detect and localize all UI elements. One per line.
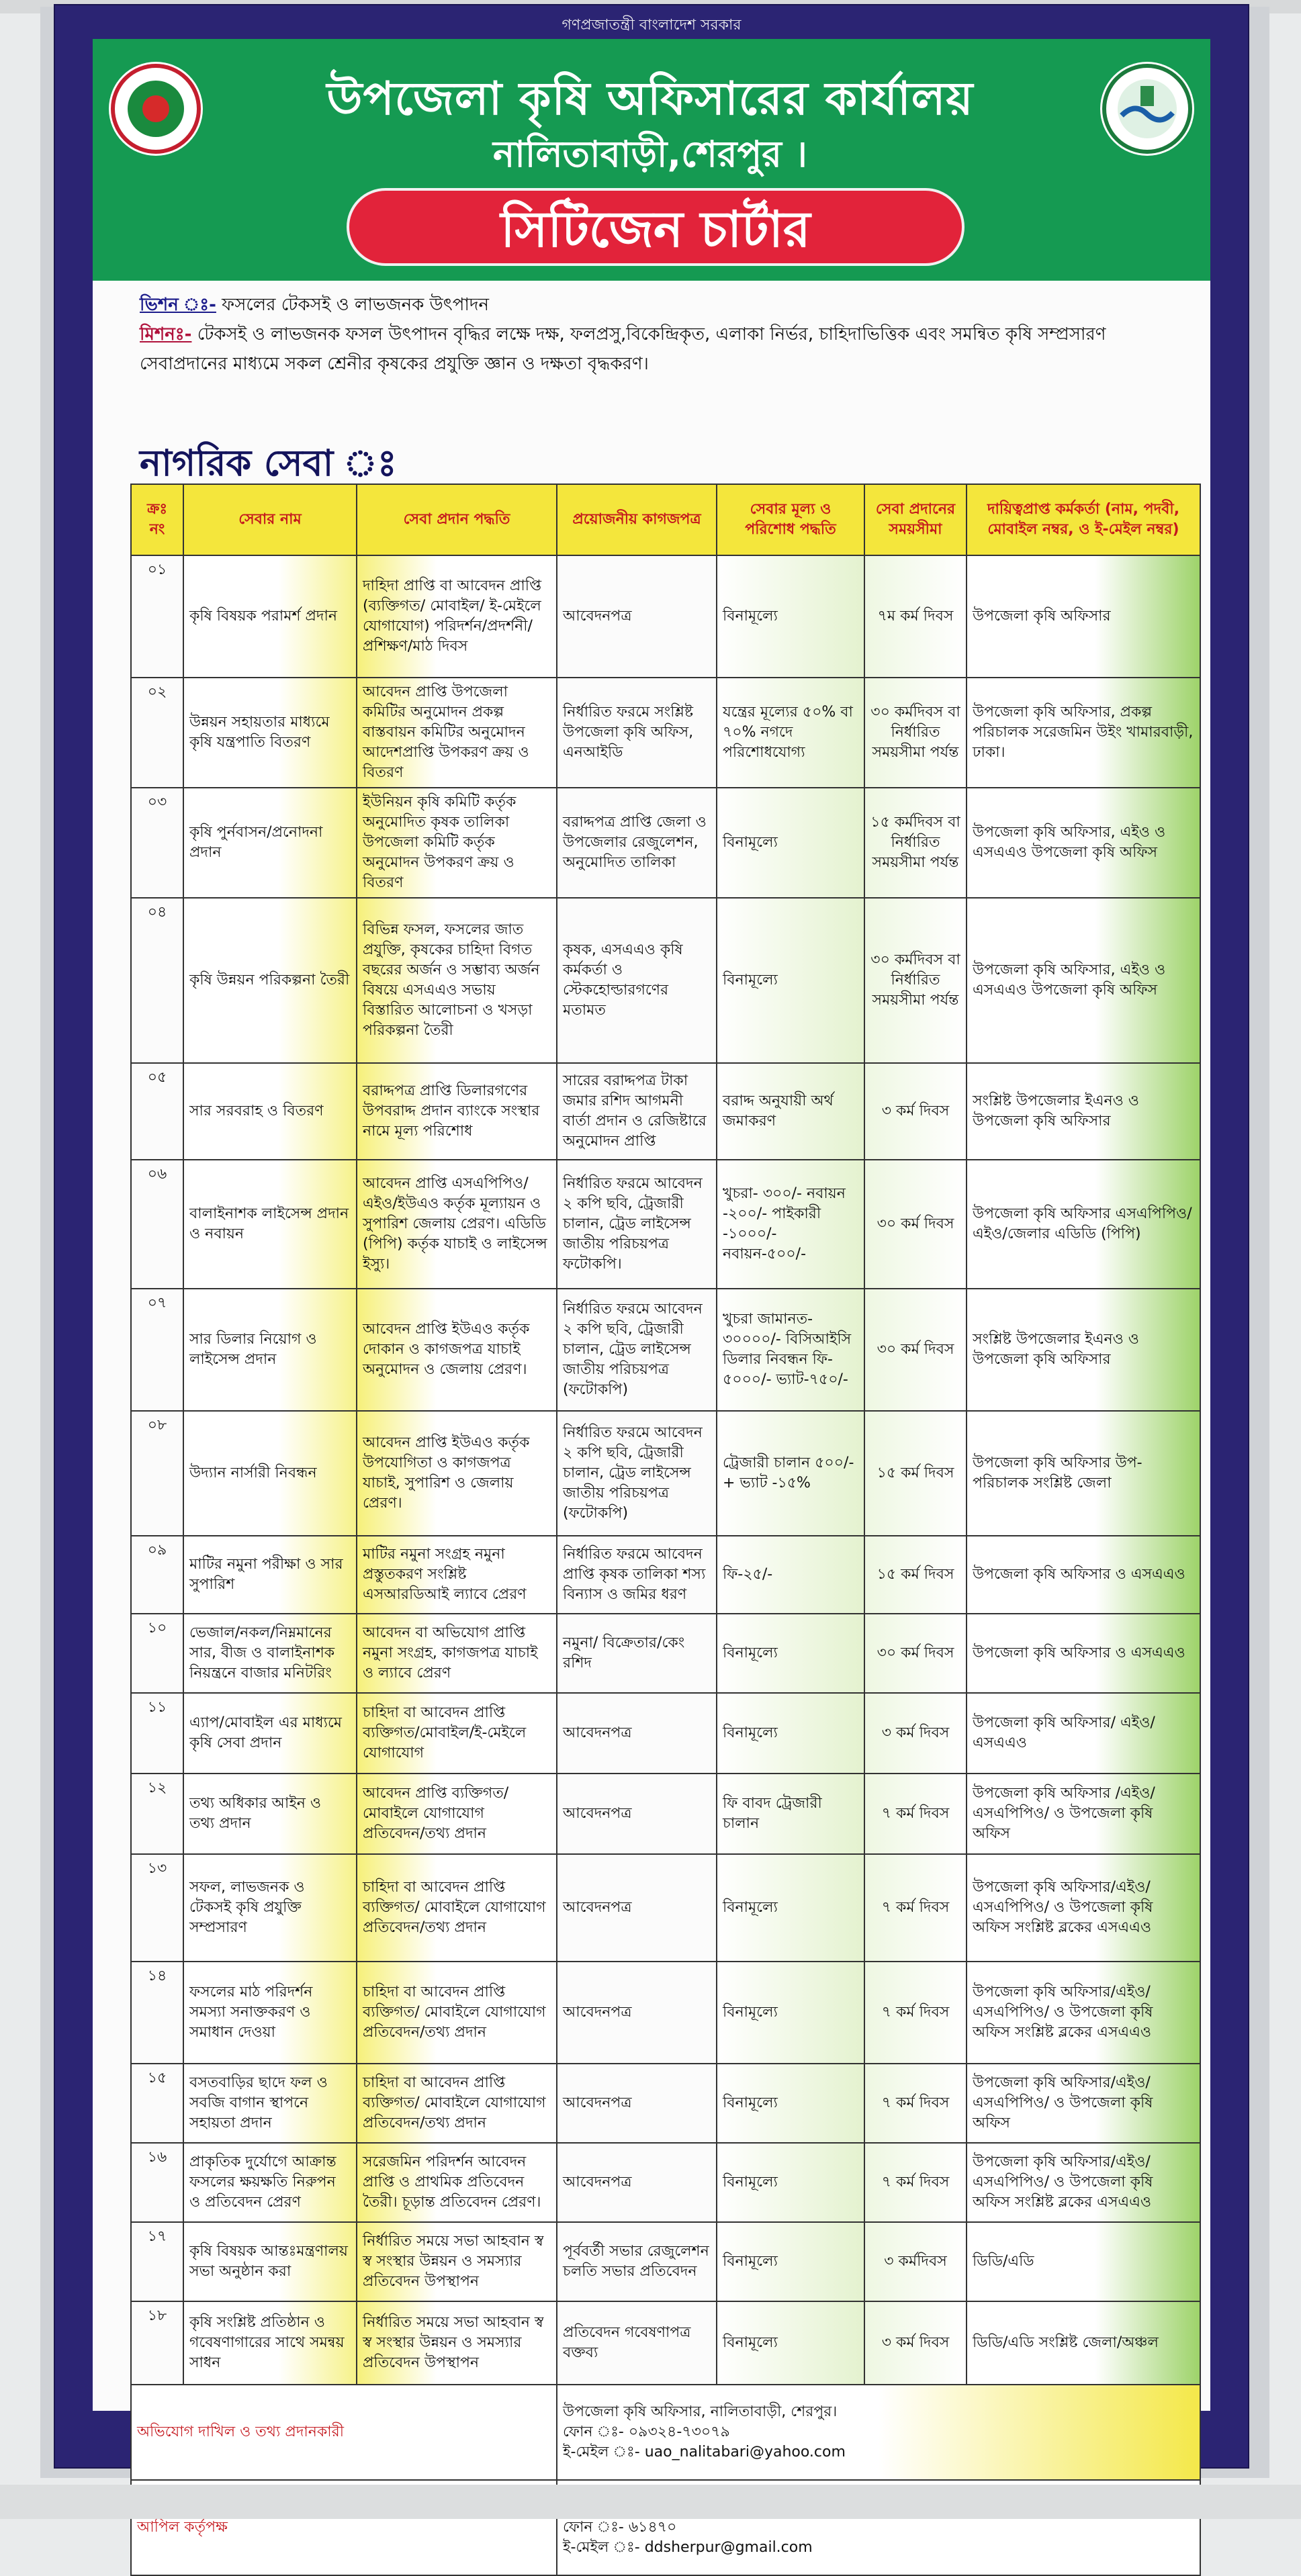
cell-name: মাটির নমুনা পরীক্ষা ও সার সুপারিশ [183, 1536, 357, 1614]
cell-method: আবেদন প্রাপ্তি ইউএও কর্তৃক উপযোগিতা ও কাগজপত্র যাচাই, সুপারিশ ও জেলায় প্রেরণ। [357, 1411, 557, 1536]
cell-sl: ১০ [131, 1614, 183, 1693]
cell-sl: ০৮ [131, 1411, 183, 1536]
cell-name: সফল, লাভজনক ও টেকসই কৃষি প্রযুক্তি সম্প্রসারণ [183, 1854, 357, 1962]
cell-officer: উপজেলা কৃষি অফিসার /এইও/ এসএপিপিও/ ও উপজেলা কৃষি অফিস [967, 1774, 1200, 1854]
cell-time: ৭ কর্ম দিবস [864, 1774, 967, 1854]
cell-docs: বরাদ্দপত্র প্রাপ্তি জেলা ও উপজেলার রেজুলেশন, অনুমোদিত তালিকা [557, 788, 717, 898]
cell-name: কৃষি উন্নয়ন পরিকল্পনা তৈরী [183, 898, 357, 1063]
cell-officer: উপজেলা কৃষি অফিসার/এইও/ এসএপিপিও/ ও উপজেলা কৃষি অফিস [967, 2064, 1200, 2143]
table-row [131, 678, 1200, 788]
col-header-method: সেবা প্রদান পদ্ধতি [357, 484, 557, 555]
table-row [131, 2064, 1200, 2143]
cell-name: উদ্যান নার্সারী নিবন্ধন [183, 1411, 357, 1536]
cell-name: তথ্য অধিকার আইন ও তথ্য প্রদান [183, 1774, 357, 1854]
cell-fee: খুচরা জামানত- ৩০০০০/- বিসিআইসি ডিলার নিবন্ধন ফি- ৫০০০/- ভ্যাট-৭৫০/- [717, 1289, 864, 1411]
cell-sl: ১৮ [131, 2301, 183, 2385]
table-header-row [131, 484, 1200, 555]
col-header-fee: সেবার মূল্য ও পরিশোধ পদ্ধতি [717, 484, 864, 555]
table-row [131, 1693, 1200, 1774]
cell-method: চাহিদা বা আবেদন প্রাপ্তি ব্যক্তিগত/মোবাইল/ই-মেইলে যোগাযোগ [357, 1693, 557, 1774]
cell-name: এ্যাপ/মোবাইল এর মাধ্যমে কৃষি সেবা প্রদান [183, 1693, 357, 1774]
cell-docs: নির্ধারিত ফরমে আবেদন প্রাপ্তি কৃষক তালিকা শস্য বিন্যাস ও জমির ধরণ [557, 1536, 717, 1614]
complaint-row [131, 2385, 1200, 2480]
cell-time: ৭ কর্ম দিবস [864, 1962, 967, 2064]
cell-officer: উপজেলা কৃষি অফিসার/ এইও/এসএএও [967, 1693, 1200, 1774]
header-panel [93, 39, 1210, 281]
cell-method: চাহিদা বা আবেদন প্রাপ্তি ব্যক্তিগত/ মোবাইলে যোগাযোগ প্রতিবেদন/তথ্য প্রদান [357, 1962, 557, 2064]
table-row [131, 1962, 1200, 2064]
cell-docs: নির্ধারিত ফরমে আবেদন ২ কপি ছবি, ট্রেজারী চালান, ট্রেড লাইসেন্স জাতীয় পরিচয়পত্র (ফটোকপি) [557, 1411, 717, 1536]
cell-method: চাহিদা বা আবেদন প্রাপ্তি ব্যক্তিগত/ মোবাইলে যোগাযোগ প্রতিবেদন/তথ্য প্রদান [357, 2064, 557, 2143]
vision-text: ফসলের টেকসই ও লাভজনক উৎপাদন [216, 295, 490, 315]
cell-docs: আবেদনপত্র [557, 1693, 717, 1774]
cell-docs: সারের বরাদ্দপত্র টাকা জমার রশিদ আগমনী বার্তা প্রদান ও রেজিষ্টারে অনুমোদন প্রাপ্তি [557, 1063, 717, 1160]
cell-docs: আবেদনপত্র [557, 1962, 717, 2064]
cell-method: বরাদ্দপত্র প্রাপ্তি ডিলারগণের উপবরাদ্দ প্রদান ব্যাংকে সংস্থার নামে মূল্য পরিশোধ [357, 1063, 557, 1160]
cell-sl: ০১ [131, 555, 183, 678]
wall-bottom [0, 2485, 1301, 2519]
cell-name: কৃষি বিষয়ক আন্তঃমন্ত্রণালয় সভা অনুষ্ঠান করা [183, 2222, 357, 2301]
cell-officer: উপজেলা কৃষি অফিসার [967, 555, 1200, 678]
cell-method: আবেদন প্রাপ্তি ব্যক্তিগত/ মোবাইলে যোগাযোগ প্রতিবেদন/তথ্য প্রদান [357, 1774, 557, 1854]
dae-logo-icon [1100, 62, 1194, 156]
cell-time: ১৫ কর্ম দিবস [864, 1536, 967, 1614]
cell-fee: ট্রেজারী চালান ৫০০/- + ভ্যাট -১৫% [717, 1411, 864, 1536]
table-row [131, 1289, 1200, 1411]
cell-method: ইউনিয়ন কৃষি কমিটি কর্তৃক অনুমোদিত কৃষক তালিকা উপজেলা কমিটি কর্তৃক অনুমোদন উপকরণ ক্রয় ও বিতরণ [357, 788, 557, 898]
cell-docs: নমুনা/ বিক্রেতার/কেং রশিদ [557, 1614, 717, 1693]
complaint-contact [557, 2385, 1200, 2480]
cell-name: সার ডিলার নিয়োগ ও লাইসেন্স প্রদান [183, 1289, 357, 1411]
complaint-phone: ফোন ঃ- ০৯৩২৪-৭৩০৭৯ [563, 2424, 730, 2440]
cell-method: দাহিদা প্রাপ্তি বা আবেদন প্রাপ্তি (ব্যক্তিগত/ মোবাইল/ ই-মেইলে যোগাযোগ) পরিদর্শন/প্রদর্শনী/প্রশিক্ষণ/মাঠ দিবস [357, 555, 557, 678]
table-row [131, 555, 1200, 678]
cell-method: চাহিদা বা আবেদন প্রাপ্তি ব্যক্তিগত/ মোবাইলে যোগাযোগ প্রতিবেদন/তথ্য প্রদান [357, 1854, 557, 1962]
cell-sl: ০৪ [131, 898, 183, 1063]
table-row [131, 2222, 1200, 2301]
cell-time: ৩ কর্ম দিবস [864, 1693, 967, 1774]
banner-frame [54, 4, 1249, 2556]
cell-sl: ০৭ [131, 1289, 183, 1411]
table-row [131, 2143, 1200, 2222]
cell-fee: বিনামূল্যে [717, 2301, 864, 2385]
cell-officer: ডিডি/এডি সংশ্লিষ্ট জেলা/অঞ্চল [967, 2301, 1200, 2385]
charter-sheet [93, 39, 1210, 2556]
cell-name: কৃষি বিষয়ক পরামর্শ প্রদান [183, 555, 357, 678]
cell-fee: বিনামূল্যে [717, 1693, 864, 1774]
cell-fee: বরাদ্দ অনুযায়ী অর্থ জমাকরণ [717, 1063, 864, 1160]
table-row [131, 1160, 1200, 1289]
col-header-officer: দায়িত্বপ্রাপ্ত কর্মকর্তা (নাম, পদবী, মোবাইল নম্বর, ও ই-মেইল নম্বর) [967, 484, 1200, 555]
cell-sl: ০৯ [131, 1536, 183, 1614]
cell-sl: ০২ [131, 678, 183, 788]
cell-docs: পূর্ববর্তী সভার রেজুলেশন চলতি সভার প্রতিবেদন [557, 2222, 717, 2301]
cell-method: আবেদন প্রাপ্তি এসএপিপিও/এইও/ইউএও কর্তৃক মূল্যায়ন ও সুপারিশ জেলায় প্রেরণ। এডিডি (পিপি) কর্তৃক যাচাই ও লাইসেন্স ইস্যু। [357, 1160, 557, 1289]
appeal-label: আপিল কর্তৃপক্ষ [131, 2480, 557, 2575]
cell-time: ৩০ কর্মদিবস বা নির্ধারিত সময়সীমা পর্যন্ত [864, 678, 967, 788]
cell-docs: নির্ধারিত ফরমে আবেদন ২ কপি ছবি, ট্রেজারী চালান, ট্রেড লাইসেন্স জাতীয় পরিচয়পত্র ফটোকপি। [557, 1160, 717, 1289]
cell-sl: ১২ [131, 1774, 183, 1854]
cell-officer: উপজেলা কৃষি অফিসার, এইও ও এসএএও উপজেলা কৃষি অফিস [967, 788, 1200, 898]
table-row [131, 1854, 1200, 1962]
cell-fee: যন্ত্রের মূল্যের ৫০% বা ৭০% নগদে পরিশোধযোগ্য [717, 678, 864, 788]
cell-method: নির্ধারিত সময়ে সভা আহবান স্ব স্ব সংস্থার উন্নয়ন ও সমস্যার প্রতিবেদন উপস্থাপন [357, 2301, 557, 2385]
cell-fee: বিনামূল্যে [717, 1614, 864, 1693]
citizen-services-heading: নাগরিক সেবা ঃ [140, 442, 397, 484]
cell-time: ৩০ কর্ম দিবস [864, 1160, 967, 1289]
cell-time: ৩০ কর্ম দিবস [864, 1614, 967, 1693]
cell-sl: ০৫ [131, 1063, 183, 1160]
cell-method: নির্ধারিত সময়ে সভা আহবান স্ব স্ব সংস্থার উন্নয়ন ও সমস্যার প্রতিবেদন উপস্থাপন [357, 2222, 557, 2301]
table-row [131, 2301, 1200, 2385]
cell-sl: ১৭ [131, 2222, 183, 2301]
cell-fee: ফি-২৫/- [717, 1536, 864, 1614]
cell-sl: ০৩ [131, 788, 183, 898]
cell-time: ৩০ কর্ম দিবস [864, 1289, 967, 1411]
cell-method: সরেজমিন পরিদর্শন আবেদন প্রাপ্তি ও প্রাথমিক প্রতিবেদন তৈরী। চূড়ান্ত প্রতিবেদন প্রেরণ। [357, 2143, 557, 2222]
mission-line [140, 320, 1187, 379]
cell-name: প্রাকৃতিক দুর্যোগে আক্রান্ত ফসলের ক্ষয়ক্ষতি নিরুপন ও প্রতিবেদন প্রেরণ [183, 2143, 357, 2222]
cell-officer: উপজেলা কৃষি অফিসার এসএপিপিও/এইও/জেলার এডিডি (পিপি) [967, 1160, 1200, 1289]
services-table-footer [131, 2385, 1200, 2575]
table-row [131, 898, 1200, 1063]
cell-time: ৩০ কর্মদিবস বা নির্ধারিত সময়সীমা পর্যন্ত [864, 898, 967, 1063]
appeal-email: ই-মেইল ঃ- ddsherpur@gmail.com [563, 2539, 813, 2556]
services-table [130, 484, 1201, 2576]
complaint-label: অভিযোগ দাখিল ও তথ্য প্রদানকারী [131, 2385, 557, 2480]
cell-docs: প্রতিবেদন গবেষণাপত্র বক্তব্য [557, 2301, 717, 2385]
vision-line [140, 290, 1187, 320]
cell-time: ৭ কর্ম দিবস [864, 2143, 967, 2222]
cell-time: ৩ কর্ম দিবস [864, 1063, 967, 1160]
complaint-office: উপজেলা কৃষি অফিসার, নালিতাবাড়ী, শেরপুর। [563, 2403, 838, 2420]
cell-time: ৭ম কর্ম দিবস [864, 555, 967, 678]
cell-sl: ০৬ [131, 1160, 183, 1289]
office-title: উপজেলা কৃষি অফিসারের কার্যালয় [326, 73, 974, 126]
cell-officer: উপজেলা কৃষি অফিসার, এইও ও এসএএও উপজেলা কৃষি অফিস [967, 898, 1200, 1063]
cell-docs: আবেদনপত্র [557, 555, 717, 678]
cell-fee: বিনামূল্যে [717, 2222, 864, 2301]
cell-time: ৭ কর্ম দিবস [864, 2064, 967, 2143]
services-table-body [131, 555, 1200, 2385]
cell-name: সার সরবরাহ ও বিতরণ [183, 1063, 357, 1160]
cell-time: ৩ কর্মদিবস [864, 2222, 967, 2301]
table-row [131, 1536, 1200, 1614]
cell-method: বিভিন্ন ফসল, ফসলের জাত প্রযুক্তি, কৃষকের চাহিদা বিগত বছরের অর্জন ও সম্ভাব্য অর্জন বিষয়ে এসএএও সভায় বিস্তারিত আলোচনা ও খসড়া পরিকল্পনা তৈরী [357, 898, 557, 1063]
cell-docs: কৃষক, এসএএও কৃষি কর্মকর্তা ও স্টেকহোল্ডারগণের মতামত [557, 898, 717, 1063]
cell-time: ৩ কর্ম দিবস [864, 2301, 967, 2385]
cell-fee: বিনামূল্যে [717, 788, 864, 898]
cell-fee: বিনামূল্যে [717, 555, 864, 678]
col-header-docs: প্রয়োজনীয় কাগজপত্র [557, 484, 717, 555]
cell-officer: উপজেলা কৃষি অফিসার ও এসএএও [967, 1614, 1200, 1693]
cell-fee: ফি বাবদ ট্রেজারী চালান [717, 1774, 864, 1854]
cell-officer: উপজেলা কৃষি অফিসার ও এসএএও [967, 1536, 1200, 1614]
cell-sl: ১৪ [131, 1962, 183, 2064]
cell-docs: নির্ধারিত ফরমে সংশ্লিষ্ট উপজেলা কৃষি অফিস, এনআইডি [557, 678, 717, 788]
cell-officer: উপজেলা কৃষি অফিসার/এইও/ এসএপিপিও/ ও উপজেলা কৃষি অফিস সংশ্লিষ্ট ব্লকের এসএএও [967, 2143, 1200, 2222]
vision-label: ভিশন ঃ- [140, 295, 216, 315]
cell-name: উন্নয়ন সহায়তার মাধ্যমে কৃষি যন্ত্রপাতি বিতরণ [183, 678, 357, 788]
cell-time: ১৫ কর্মদিবস বা নির্ধারিত সময়সীমা পর্যন্ত [864, 788, 967, 898]
mission-label: মিশনঃ- [140, 324, 192, 344]
col-header-sl: ক্রঃ নং [131, 484, 183, 555]
cell-time: ১৫ কর্ম দিবস [864, 1411, 967, 1536]
cell-name: বসতবাড়ির ছাদে ফল ও সবজি বাগান স্থাপনে সহায়তা প্রদান [183, 2064, 357, 2143]
cell-fee: বিনামূল্যে [717, 1854, 864, 1962]
cell-name: বালাইনাশক লাইসেন্স প্রদান ও নবায়ন [183, 1160, 357, 1289]
cell-name: ফসলের মাঠ পরিদর্শন সমস্যা সনাক্তকরণ ও সমাধান দেওয়া [183, 1962, 357, 2064]
cell-officer: উপজেলা কৃষি অফিসার উপ-পরিচালক সংশ্লিষ্ট জেলা [967, 1411, 1200, 1536]
col-header-time: সেবা প্রদানের সময়সীমা [864, 484, 967, 555]
cell-sl: ১১ [131, 1693, 183, 1774]
cell-officer: উপজেলা কৃষি অফিসার/এইও/ এসএপিপিও/ ও উপজেলা কৃষি অফিস সংশ্লিষ্ট ব্লকের এসএএও [967, 1854, 1200, 1962]
cell-officer: সংশ্লিষ্ট উপজেলার ইএনও ও উপজেলা কৃষি অফিসার [967, 1289, 1200, 1411]
cell-docs: আবেদনপত্র [557, 1854, 717, 1962]
cell-docs: আবেদনপত্র [557, 1774, 717, 1854]
office-location: নালিতাবাড়ী,শেরপুর । [492, 133, 807, 175]
table-row [131, 1774, 1200, 1854]
cell-fee: বিনামূল্যে [717, 1962, 864, 2064]
cell-officer: সংশ্লিষ্ট উপজেলার ইএনও ও উপজেলা কৃষি অফিসার [967, 1063, 1200, 1160]
cell-name: কৃষি পুর্নবাসন/প্রনোদনা প্রদান [183, 788, 357, 898]
complaint-email: ই-মেইল ঃ- uao_nalitabari@yahoo.com [563, 2444, 846, 2460]
cell-docs: আবেদনপত্র [557, 2143, 717, 2222]
cell-fee: খুচরা- ৩০০/- নবায়ন -২০০/- পাইকারী -১০০০/- নবায়ন-৫০০/- [717, 1160, 864, 1289]
cell-sl: ১৫ [131, 2064, 183, 2143]
cell-method: আবেদন প্রাপ্তি ইউএও কর্তৃক দোকান ও কাগজপত্র যাচাই অনুমোদন ও জেলায় প্রেরণ। [357, 1289, 557, 1411]
cell-docs: আবেদনপত্র [557, 2064, 717, 2143]
table-row [131, 1063, 1200, 1160]
cell-method: মাটির নমুনা সংগ্রহ নমুনা প্রস্তুতকরণ সংশ্লিষ্ট এসআরডিআই ল্যাবে প্রেরণ [357, 1536, 557, 1614]
cell-fee: বিনামূল্যে [717, 898, 864, 1063]
cell-officer: উপজেলা কৃষি অফিসার/এইও/এসএপিপিও/ ও উপজেলা কৃষি অফিস সংশ্লিষ্ট ব্লকের এসএএও [967, 1962, 1200, 2064]
govt-seal-icon [109, 62, 203, 156]
cell-sl: ১৬ [131, 2143, 183, 2222]
table-row [131, 1411, 1200, 1536]
cell-fee: বিনামূল্যে [717, 2143, 864, 2222]
cell-sl: ১৩ [131, 1854, 183, 1962]
cell-method: আবেদন বা অভিযোগ প্রাপ্তি নমুনা সংগ্রহ, কাগজপত্র যাচাই ও ল্যাবে প্রেরণ [357, 1614, 557, 1693]
cell-time: ৭ কর্ম দিবস [864, 1854, 967, 1962]
cell-officer: ডিডি/এডি [967, 2222, 1200, 2301]
citizen-charter-title: সিটিজেন চার্টার [347, 188, 964, 266]
cell-name: কৃষি সংশ্লিষ্ট প্রতিষ্ঠান ও গবেষণাগারের সাথে সমন্বয় সাধন [183, 2301, 357, 2385]
table-row [131, 788, 1200, 898]
cell-officer: উপজেলা কৃষি অফিসার, প্রকল্প পরিচালক সরেজমিন উইং খামারবাড়ী, ঢাকা। [967, 678, 1200, 788]
appeal-phone: ফোন ঃ- ৬১৪৭০ [563, 2519, 677, 2536]
government-line: গণপ্রজাতন্ত্রী বাংলাদেশ সরকার [562, 17, 742, 34]
cell-name: ভেজাল/নকল/নিম্নমানের সার, বীজ ও বালাইনাশক নিয়ন্ত্রনে বাজার মনিটরিং [183, 1614, 357, 1693]
cell-fee: বিনামূল্যে [717, 2064, 864, 2143]
table-row [131, 1614, 1200, 1693]
cell-method: আবেদন প্রাপ্তি উপজেলা কমিটির অনুমোদন প্রকল্প বাস্তবায়ন কমিটির অনুমোদন আদেশপ্রাপ্তি উপকরণ ক্রয় ও বিতরণ [357, 678, 557, 788]
mission-text: টেকসই ও লাভজনক ফসল উৎপাদন বৃদ্ধির লক্ষে দক্ষ, ফলপ্রসু,বিকেন্দ্রিকৃত, এলাকা নির্ভর, চাহিদাভিত্তিক এবং সমন্বিত কৃষি সম্প্রসারণ সেবাপ্রদানের মাধ্যমে সকল শ্রেনীর কৃষকের প্রযুক্তি জ্ঞান ও দক্ষতা বৃদ্ধকরণ। [140, 324, 1106, 374]
col-header-name: সেবার নাম [183, 484, 357, 555]
cell-docs: নির্ধারিত ফরমে আবেদন ২ কপি ছবি, ট্রেজারী চালান, ট্রেড লাইসেন্স জাতীয় পরিচয়পত্র (ফটোকপি) [557, 1289, 717, 1411]
vision-mission-block [140, 290, 1187, 379]
